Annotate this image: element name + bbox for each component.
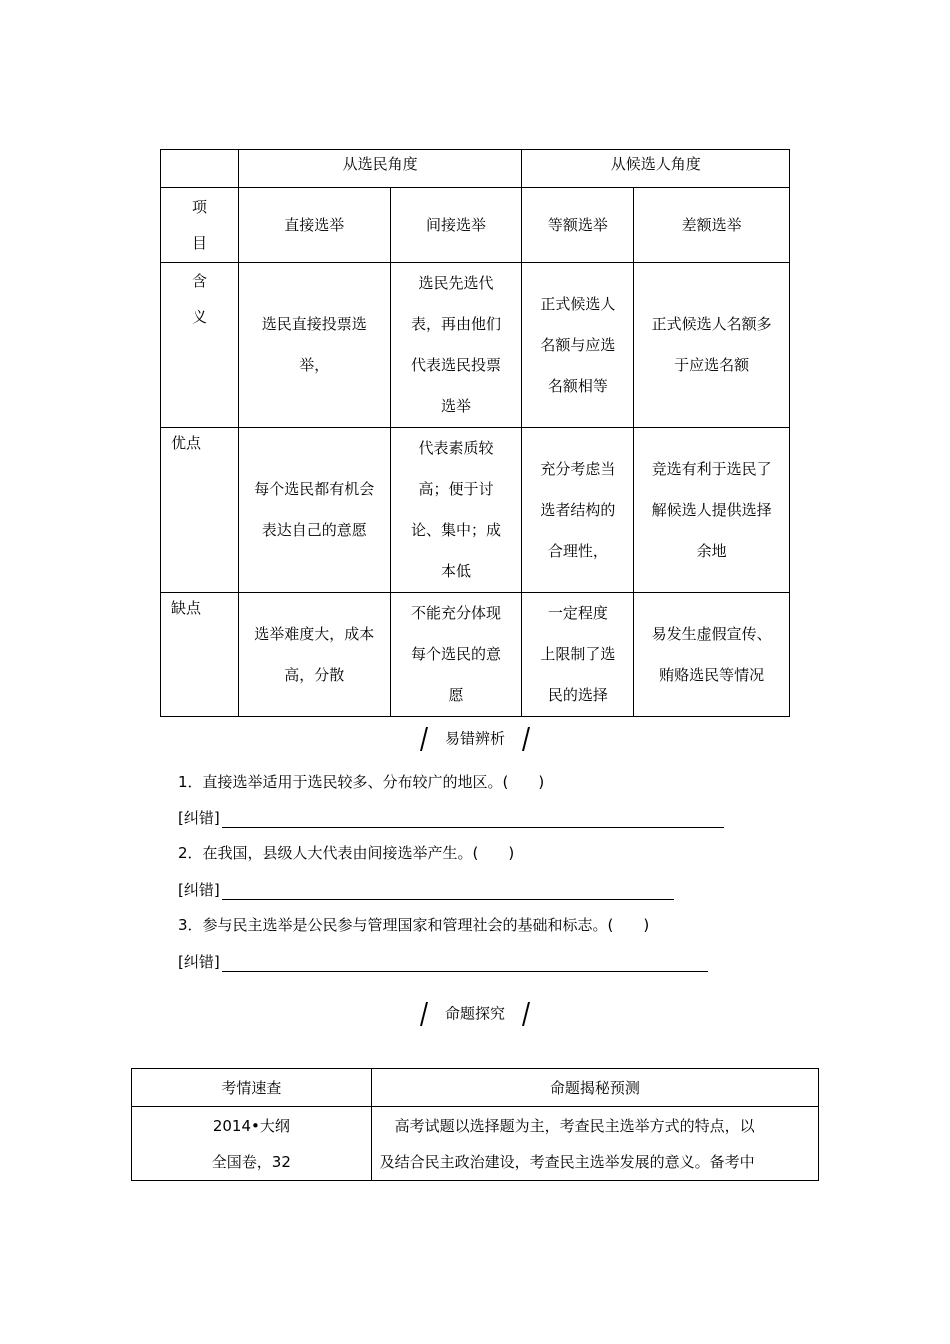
table-cell [634,428,790,593]
answer-blank[interactable] [222,813,724,828]
cell-line: 解候选人提供选择 [651,500,772,519]
cell-line: 合理性， [547,541,608,560]
slash-decoration [420,1002,428,1026]
cell-line: 正式候选人 [540,294,616,313]
col-header-indirect: 间接选举 [390,188,522,263]
prediction-line: 及结合民主政治建设，考查民主选举发展的意义。备考中 [379,1152,755,1171]
table-cell [390,263,522,428]
cell-line: 表，再由他们 [411,315,502,333]
exam-info-table [131,1068,819,1181]
cell-line: 名额与应选 [540,335,616,354]
exam-source-line: 全国卷，32 [211,1152,291,1171]
cell-line: 举， [299,356,330,374]
correction-label: [纠错] [178,953,220,971]
cell-line: 民的选择 [547,686,608,704]
row-header-item [161,188,239,263]
col-header-differential: 差额选举 [634,188,790,263]
slash-decoration [522,1002,530,1026]
row-label-disadvantages: 缺点 [161,593,239,717]
table-cell [522,428,634,593]
cell-line: 正式候选人名额多 [651,315,772,333]
row-label-meaning [161,263,239,428]
question-3: 3．参与民主选举是公民参与管理国家和管理社会的基础和标志。( ) [178,916,650,934]
cell-line: 选举难度大，成本 [254,624,375,643]
cell-line: 代表选民投票 [411,356,502,374]
correction-line-2 [178,879,674,900]
slash-decoration [522,727,530,751]
section-heading-common-errors [0,727,950,751]
item-label-1: 项 [191,198,207,216]
table-cell [522,593,634,717]
cell-line: 竞选有利于选民了 [651,459,772,478]
cell-line: 于应选名额 [674,356,750,374]
section-title: 命题探究 [444,1004,505,1023]
meaning-label-1: 含 [191,272,207,290]
cell-line: 名额相等 [547,376,608,395]
cell-line: 一定程度 [547,604,608,622]
cell-line: 愿 [448,686,464,704]
row-label-advantages: 优点 [161,428,239,593]
cell-line: 每个选民都有机会 [254,480,375,498]
table-cell [238,593,390,717]
exam-source-line: 2014•大纲 [212,1116,290,1135]
table-cell [390,593,522,717]
answer-blank[interactable] [222,957,708,972]
cell-line: 选举 [441,397,472,415]
item-label-2: 目 [191,234,207,252]
prediction-cell [371,1107,818,1181]
correction-line-3 [178,951,708,972]
cell-line: 充分考虑当 [540,459,616,478]
table-cell [522,263,634,428]
cell-line: 上限制了选 [540,645,616,663]
col-header-direct: 直接选举 [238,188,390,263]
col-header-equal: 等额选举 [522,188,634,263]
group-header-voter: 从选民角度 [238,150,522,188]
cell-line: 易发生虚假宣传、 [651,624,772,643]
exam-source-cell [132,1107,372,1181]
correction-line-1 [178,807,724,828]
cell-line: 高；便于讨 [418,480,494,498]
correction-label: [纠错] [178,881,220,899]
cell-line: 每个选民的意 [411,645,502,663]
election-comparison-table [160,149,790,717]
cell-line: 表达自己的意愿 [261,521,367,539]
table-cell [390,428,522,593]
cell-line: 不能充分体现 [411,604,502,622]
cell-line: 贿赂选民等情况 [659,665,765,684]
question-1: 1．直接选举适用于选民较多、分布较广的地区。( ) [178,773,545,791]
table-cell [238,263,390,428]
cell-line: 选民先选代 [418,274,494,292]
cell-line: 论、集中；成 [411,521,502,539]
cell-line: 本低 [441,562,472,580]
cell-line: 余地 [696,541,727,560]
empty-corner-cell [161,150,239,188]
table-cell [238,428,390,593]
prediction-line: 高考试题以选择题为主，考查民主选举方式的特点，以 [379,1116,755,1135]
cell-line: 选民直接投票选 [261,315,367,333]
meaning-label-2: 义 [191,308,207,326]
table-cell [634,593,790,717]
answer-blank[interactable] [222,885,674,900]
cell-line: 代表素质较 [418,439,494,457]
cell-line: 高，分散 [284,665,345,684]
section-heading-proposition [0,1002,950,1026]
header-exam-overview: 考情速查 [132,1069,372,1107]
slash-decoration [420,727,428,751]
question-2: 2．在我国，县级人大代表由间接选举产生。( ) [178,844,515,862]
table-cell [634,263,790,428]
correction-label: [纠错] [178,809,220,827]
cell-line: 选者结构的 [540,500,616,519]
group-header-candidate: 从候选人角度 [522,150,790,188]
section-title: 易错辨析 [444,729,505,748]
header-prediction: 命题揭秘预测 [371,1069,818,1107]
